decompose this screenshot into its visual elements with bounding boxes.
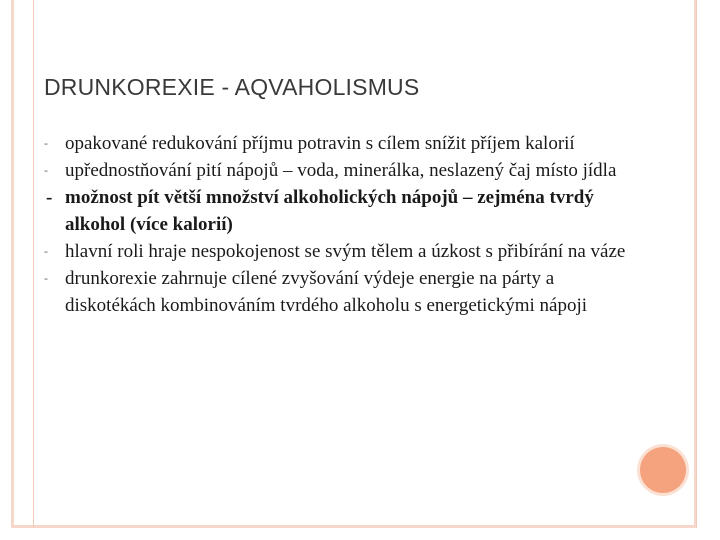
list-item [44, 238, 634, 265]
list-item [44, 157, 634, 184]
decorative-circle [640, 447, 686, 493]
bullet-dash: - [44, 244, 48, 258]
list-item [44, 184, 634, 238]
list-item-text: hlavní roli hraje nespokojenost se svým tělem a úzkost s přibírání na váze [65, 241, 626, 262]
list-item-text: opakované redukování příjmu potravin s cílem snížit příjem kalorií [65, 133, 575, 154]
bullet-dash: - [46, 187, 53, 208]
bullet-dash: - [44, 163, 48, 177]
list-item-text: možnost pít větší množství alkoholických nápojů – zejména tvrdý alkohol (více kalorií) [65, 187, 594, 235]
bullet-list [44, 130, 634, 319]
bullet-dash: - [44, 136, 48, 150]
list-item [44, 265, 634, 319]
list-item-text: drunkorexie zahrnuje cílené zvyšování výdeje energie na párty a diskotékách kombinováním tvrdého alkoholu s energetickými nápoji [65, 268, 588, 316]
list-item-text: upřednostňování pití nápojů – voda, minerálka, neslazený čaj místo jídla [65, 160, 617, 181]
bullet-dash: - [44, 271, 48, 285]
list-item [44, 130, 634, 157]
slide-title: DRUNKOREXIE - AQVAHOLISMUS [44, 74, 420, 100]
